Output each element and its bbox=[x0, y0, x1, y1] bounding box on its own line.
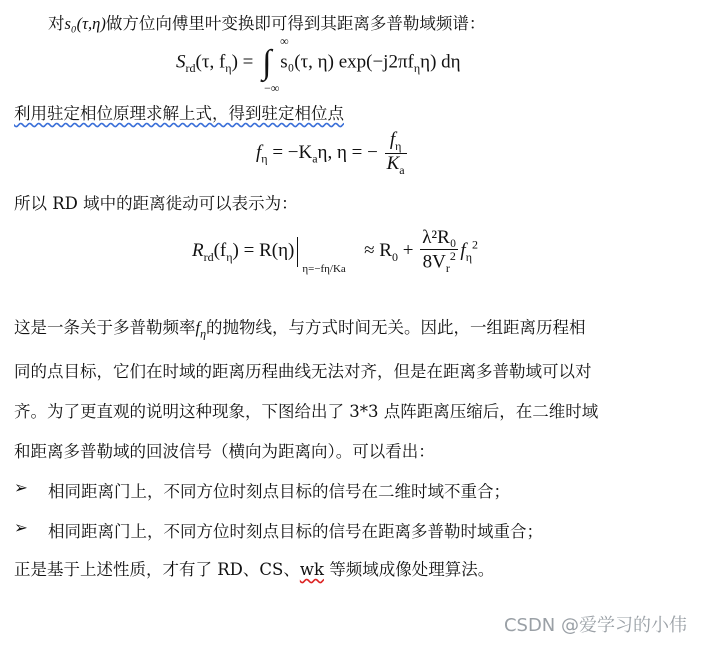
rcm-text: 所以 RD 域中的距离徙动可以表示为： bbox=[14, 194, 298, 213]
arrow-bullet-icon: ➢ bbox=[14, 518, 28, 537]
evaluation-bar: η=−fη/Ka bbox=[297, 237, 298, 267]
intro-prefix: 对 bbox=[48, 14, 65, 33]
paragraph-stationary-phase bbox=[14, 100, 344, 124]
integral-sign: ∫ ∞ −∞ bbox=[262, 34, 289, 95]
paragraph-parabola-line2: 同的点目标，它们在时域的距离历程曲线无法对齐，但是在距离多普勒域可以对 bbox=[14, 362, 592, 381]
intro-math: s₀(τ,η) bbox=[64, 14, 106, 33]
paragraph-rcm bbox=[14, 190, 298, 214]
equation-stationary-point: $f_\eta = -K_a\eta$, η = − $\frac{f_\eta}{K_a}$ bbox=[256, 129, 405, 177]
fraction-lambda: $\frac{\text{λ²R₀}}{8V_r^2}$ bbox=[422, 227, 457, 276]
bullet-item: 相同距离门上，不同方位时刻点目标的信号在二维时域不重合； bbox=[48, 482, 510, 501]
equation-rd-spectrum: $S_{rd}(\tau$, $f_\eta$) = ∫ ∞ −∞ s₀(τ, η) $\exp(-j2\pi f_\eta\eta)$ dη bbox=[176, 34, 461, 95]
paragraph-algorithms: 正是基于上述性质，才有了 RD、CS、wk 等频域成像处理算法。 bbox=[14, 560, 495, 579]
paragraph-intro bbox=[48, 10, 485, 34]
intro-suffix: 做方位向傅里叶变换即可得到其距离多普勒域频谱： bbox=[105, 14, 486, 33]
csdn-watermark: CSDN @爱学习的小伟 bbox=[503, 615, 687, 636]
arrow-bullet-icon: ➢ bbox=[14, 478, 28, 497]
paragraph-parabola-line4: 和距离多普勒域的回波信号（横向为距离向）。可以看出： bbox=[14, 442, 435, 461]
stationary-phase-text: 利用驻定相位原理求解上式，得到驻定相位点 bbox=[14, 104, 344, 123]
paragraph-parabola-line1: 这是一条关于多普勒频率$f_\eta$的抛物线，与方式时间无关。因此，一组距离历程相 bbox=[14, 318, 586, 341]
bullet-item: 相同距离门上，不同方位时刻点目标的信号在距离多普勒时域重合； bbox=[48, 522, 543, 541]
fraction-f-over-k: $\frac{f_\eta}{K_a}$ bbox=[386, 129, 405, 177]
equation-range-migration: $R_{rd}(f_\eta) = R(\eta)$ η=−fη/Ka ≈ $R_0$ + $\frac{\text{λ²R₀}}{8V_r^2}$ $f_\eta^2$ bbox=[192, 227, 478, 276]
paragraph-parabola-line3: 齐。为了更直观的说明这种现象，下图给出了 3*3 点阵距离压缩后，在二维时域 bbox=[14, 402, 599, 421]
